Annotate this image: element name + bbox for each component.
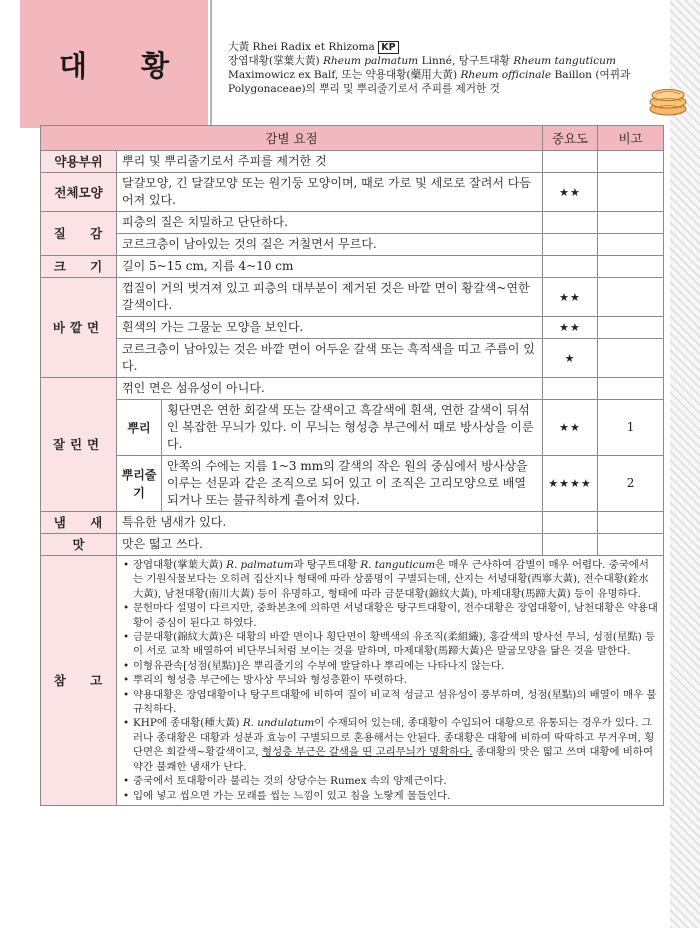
list-item: • 이형유관속[성점(星點)]은 뿌리줄기의 수부에 발달하나 뿌리에는 나타나지 않는다. <box>122 659 658 673</box>
text-cut-surface-root: 횡단면은 연한 회갈색 또는 갈색이고 흑갈색에 흰색, 연한 갈색이 뒤섞인 복잡한 무늬가 있다. 이 무늬는 형성층 부근에서 때로 방사상을 이룬다. <box>162 400 543 456</box>
row-overall-shape <box>41 173 664 212</box>
importance <box>543 378 598 400</box>
importance: ★★★★ <box>543 456 598 512</box>
row-taste <box>41 534 664 556</box>
text-smell: 특유한 냄새가 있다. <box>117 512 543 534</box>
list-item: • 뿌리의 형성층 부근에는 방사상 무늬와 형성층환이 뚜렷하다. <box>122 673 658 687</box>
label-cut-surface: 잘린면 <box>41 378 117 512</box>
label-reference: 참 고 <box>41 556 117 806</box>
importance: ★ <box>543 339 598 378</box>
importance: ★★ <box>543 173 598 212</box>
label-overall-shape: 전체모양 <box>41 173 117 212</box>
importance <box>543 256 598 278</box>
herb-origin-line-4: Polygonaceae)의 뿌리 및 뿌리줄기로서 주피를 제거한 것 <box>228 83 500 95</box>
note <box>598 278 664 317</box>
list-item: • 문헌마다 설명이 다르지만, 중화본초에 의하면 서녕대황은 탕구트대황이, 전수대황은 장엽대황이, 남천대황은 약용대황이 중심이 된다고 하였다. <box>122 601 658 630</box>
importance <box>543 512 598 534</box>
text-cut-surface-general: 꺾인 면은 섬유성이 아니다. <box>117 378 543 400</box>
text-texture-1: 피층의 질은 치밀하고 단단하다. <box>117 212 543 234</box>
text-outer-surface-3: 코르크층이 남아있는 것은 바깥 면이 어두운 갈색 또는 흑적색을 띠고 주름이 있다. <box>117 339 543 378</box>
note: 2 <box>598 456 664 512</box>
herb-name: 大黃 Rhei Radix et Rhizoma <box>228 41 375 53</box>
kp-badge: KP <box>378 41 398 54</box>
text-size: 길이 5~15 cm, 지름 4~10 cm <box>117 256 543 278</box>
list-item: • 금문대황(錦紋大黃)은 대황의 바깥 면이나 횡단면이 황백색의 유조직(柔組織), 홍갈색의 방사선 무늬, 성점(星點) 등이 서로 교착 배열하여 비단무늬처럼 보이는 것을 말하며, 마제대황(馬蹄大黃)은 말굽모양을 닮은 것을 말한다. <box>122 630 658 659</box>
label-taste: 맛 <box>41 534 117 556</box>
sublabel-rhizome: 뿌리줄기 <box>117 456 162 512</box>
row-size <box>41 256 664 278</box>
text-overall-shape: 달걀모양, 긴 달걀모양 또는 원기둥 모양이며, 때로 가로 및 세로로 잘려서 다듬어져 있다. <box>117 173 543 212</box>
note <box>598 151 664 173</box>
label-texture: 질 감 <box>41 212 117 256</box>
header-key-points: 감별 요점 <box>41 126 543 151</box>
importance <box>543 234 598 256</box>
text-outer-surface-1: 껍질이 거의 벗겨져 있고 피층의 대부분이 제거된 것은 바깥 면이 황갈색~연한 갈색이다. <box>117 278 543 317</box>
sublabel-root: 뿌리 <box>117 400 162 456</box>
list-item: • 장엽대황(掌葉大黃) R. palmatum과 탕구트대황 R. tanguticum은 매우 근사하여 감별이 매우 어렵다. 중국에서는 기원식물보다는 오히려 집산지나 형태에 따라 상품명이 구별되는데, 산지는 서녕대황(西寧大黃), 전수대황(銓水大黃), 남천대황(南川大黃) 등이 유명하고, 형태에 따라 금문대황(錦紋大黃), 마제대황(馬蹄大黃) 등이 유명하다. <box>122 558 658 601</box>
row-cut-surface-root <box>41 400 664 456</box>
importance: ★★ <box>543 278 598 317</box>
note <box>598 339 664 378</box>
herb-origin-line-3: Maximowicz ex Balf, 또는 약용대황(藥用大黃) Rheum officinale Baillon (여뀌과 <box>228 69 631 81</box>
importance <box>543 151 598 173</box>
row-medicinal-part <box>41 151 664 173</box>
text-texture-2: 코르크층이 남아있는 것의 질은 거칠면서 무르다. <box>117 234 543 256</box>
header-note: 비고 <box>598 126 664 151</box>
row-cut-surface-rhizome <box>41 456 664 512</box>
row-cut-surface-general <box>41 378 664 400</box>
row-outer-surface-2 <box>41 317 664 339</box>
page-title: 대 황 <box>58 48 192 83</box>
herb-name-line <box>228 40 658 54</box>
identification-table <box>40 125 664 806</box>
list-item: • 입에 넣고 씹으면 가는 모래를 씹는 느낌이 있고 침을 노랗게 물들인다. <box>122 789 658 803</box>
title-divider <box>210 0 212 128</box>
note <box>598 378 664 400</box>
text-outer-surface-2: 흰색의 가는 그물눈 모양을 보인다. <box>117 317 543 339</box>
note <box>598 534 664 556</box>
table-header-row <box>41 126 664 151</box>
label-medicinal-part: 약용부위 <box>41 151 117 173</box>
herb-origin-line-2: 장엽대황(掌葉大黃) Rheum palmatum Linné, 탕구트대황 Rheum tanguticum <box>228 55 616 67</box>
side-stripe <box>670 0 700 928</box>
list-item: • 중국에서 토대황이라 불리는 것의 상당수는 Rumex 속의 양제근이다. <box>122 774 658 788</box>
importance: ★★ <box>543 400 598 456</box>
importance <box>543 212 598 234</box>
text-taste: 맛은 떫고 쓰다. <box>117 534 543 556</box>
list-item: • KHP에 종대황(種大黃) R. undulatum이 수재되어 있는데, 종대황이 수입되어 대황으로 유통되는 경우가 있다. 그러나 종대황은 대황과 성분과 효능이 구별되므로 혼용해서는 안된다. 종대황은 대황에 비하여 딱딱하고 무거우며, 횡단면은 회갈색~황갈색이고, 형성층 부근은 갈색을 띤 고리무늬가 명확하다. 종대황의 맛은 떫고 쓰며 대황에 비하여 약간 불쾌한 냄새가 난다. <box>122 716 658 774</box>
note <box>598 234 664 256</box>
note <box>598 317 664 339</box>
list-item: • 약용대황은 장엽대황이나 탕구트대황에 비하여 질이 비교적 성글고 섬유성이 풍부하며, 성점(星點)의 배열이 매우 불규칙하다. <box>122 688 658 717</box>
row-reference <box>41 556 664 806</box>
text-cut-surface-rhizome: 안쪽의 수에는 지름 1~3 mm의 갈색의 작은 원의 중심에서 방사상을 이루는 선문과 같은 조직으로 되어 있고 이 조직은 고리모양으로 배열되거나 또는 불규칙하게 흩어져 있다. <box>162 456 543 512</box>
row-texture-1 <box>41 212 664 234</box>
title-box <box>20 0 208 128</box>
row-outer-surface-1 <box>41 278 664 317</box>
importance <box>543 534 598 556</box>
note: 1 <box>598 400 664 456</box>
header-importance: 중요도 <box>543 126 598 151</box>
label-smell: 냄 새 <box>41 512 117 534</box>
label-outer-surface: 바깥면 <box>41 278 117 378</box>
underlined-text: 형성층 부근은 갈색을 띤 고리무늬가 명확하다. <box>262 746 473 759</box>
label-size: 크 기 <box>41 256 117 278</box>
note <box>598 512 664 534</box>
row-smell <box>41 512 664 534</box>
herb-slices-icon <box>646 82 690 116</box>
row-texture-2 <box>41 234 664 256</box>
herb-description <box>228 40 658 96</box>
note <box>598 256 664 278</box>
reference-notes-cell <box>117 556 664 806</box>
row-outer-surface-3 <box>41 339 664 378</box>
note <box>598 173 664 212</box>
reference-notes <box>122 558 658 803</box>
note <box>598 212 664 234</box>
importance: ★★ <box>543 317 598 339</box>
text-medicinal-part: 뿌리 및 뿌리줄기로서 주피를 제거한 것 <box>117 151 543 173</box>
